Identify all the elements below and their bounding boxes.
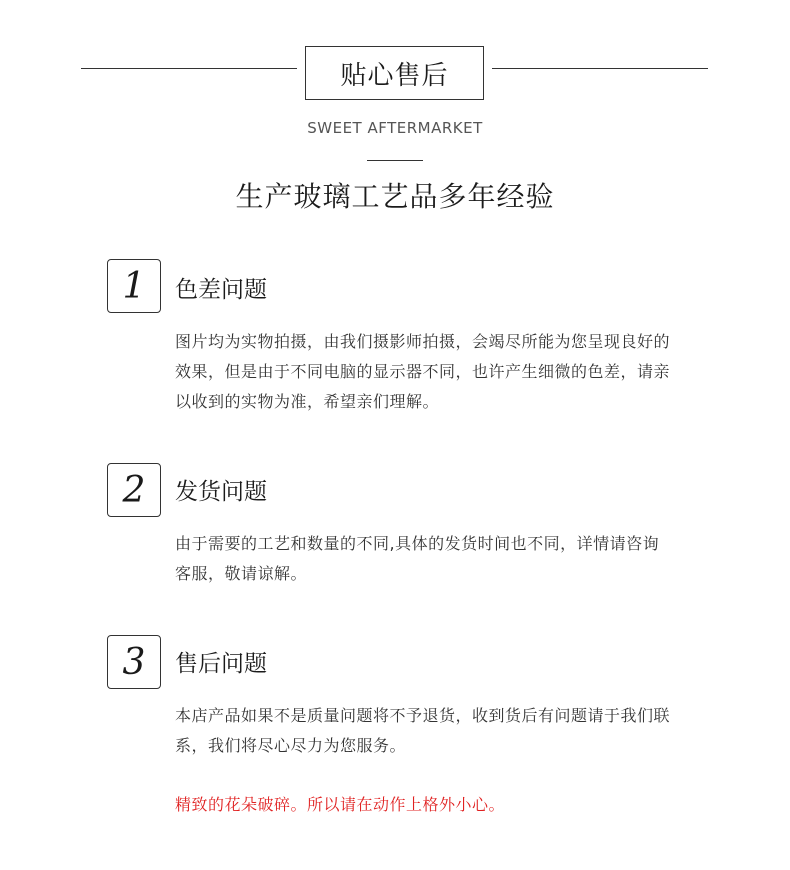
- section-3-number: 3: [107, 635, 161, 689]
- header-rule-right: [492, 68, 708, 69]
- section-2-number: 2: [107, 463, 161, 517]
- section-2-heading: 发货问题: [175, 479, 267, 505]
- page-subtitle: SWEET AFTERMARKET: [307, 119, 483, 137]
- section-1-body: 图片均为实物拍摄，由我们摄影师拍摄，会竭尽所能为您呈现良好的效果，但是由于不同电脑的显示器不同，也许产生细微的色差，请亲以收到的实物为准，希望亲们理解。: [175, 332, 671, 411]
- section-1-heading: 色差问题: [175, 277, 267, 303]
- section-2-body: 由于需要的工艺和数量的不同,具体的发货时间也不同，详情请咨询客服，敬请谅解。: [175, 534, 660, 583]
- page-title: 贴心售后: [305, 46, 484, 100]
- header-rule-left: [81, 68, 297, 69]
- warning-note: 精致的花朵破碎。所以请在动作上格外小心。: [175, 795, 506, 814]
- section-3-heading: 售后问题: [175, 651, 267, 677]
- section-1-number: 1: [107, 259, 161, 313]
- tagline: 生产玻璃工艺品多年经验: [235, 180, 555, 213]
- subtitle-divider: [367, 160, 423, 161]
- section-3-body: 本店产品如果不是质量问题将不予退货，收到货后有问题请于我们联系，我们将尽心尽力为您服务。: [175, 706, 671, 755]
